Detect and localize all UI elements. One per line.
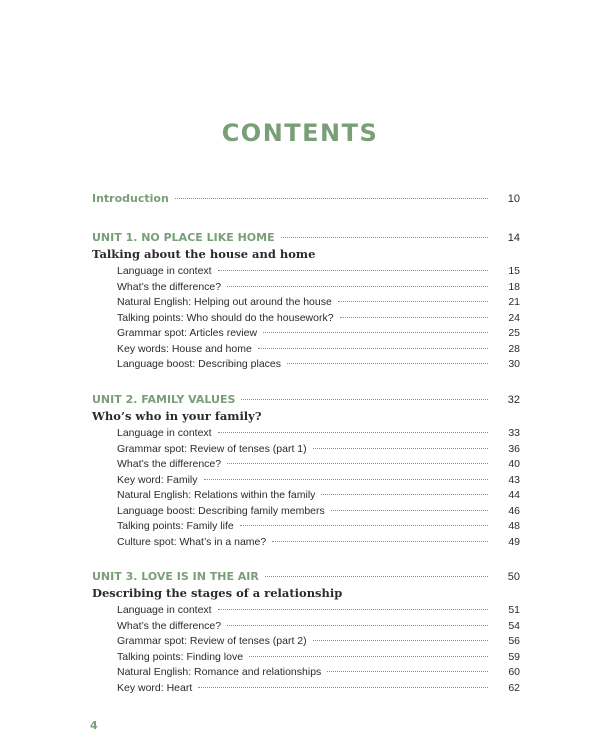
toc-entry[interactable] — [117, 666, 520, 682]
page-number: 4 — [90, 719, 98, 732]
toc-entry[interactable] — [117, 620, 520, 636]
toc-entry[interactable] — [117, 489, 520, 505]
toc-entry-label: UNIT 2. FAMILY VALUES — [92, 393, 236, 406]
toc-entry-label: Key word: Heart — [117, 681, 193, 694]
toc-entry-page: 59 — [508, 650, 520, 663]
toc-entry-label: UNIT 3. LOVE IS IN THE AIR — [92, 570, 259, 583]
dot-leader — [327, 671, 488, 672]
toc-entry-page: 30 — [508, 358, 520, 370]
dot-leader — [241, 399, 488, 400]
toc-entry-page: 28 — [508, 342, 520, 355]
toc-entry[interactable] — [117, 604, 520, 620]
toc-entry[interactable] — [117, 327, 520, 343]
toc-entry-page: 32 — [507, 394, 520, 406]
toc-entry-label: Natural English: Relations within the family — [117, 489, 316, 501]
toc-entry-page: 50 — [507, 571, 520, 583]
unit-2-subtitle: Who’s who in your family? — [92, 409, 262, 423]
toc-entry[interactable] — [117, 265, 520, 281]
contents-title: CONTENTS — [221, 119, 379, 147]
toc-entry[interactable] — [117, 358, 520, 374]
toc-entry-label: Natural English: Romance and relationships — [117, 666, 322, 678]
toc-entry-label: What’s the difference? — [117, 458, 222, 470]
unit-1-subtitle: Talking about the house and home — [92, 247, 316, 261]
toc-entry-introduction[interactable] — [92, 192, 520, 208]
dot-leader — [281, 237, 488, 238]
toc-entry-page: 44 — [508, 489, 520, 501]
toc-entry[interactable] — [117, 427, 520, 443]
dot-leader — [340, 317, 488, 318]
toc-entry-label: Language in context — [117, 604, 212, 616]
toc-entry-label: Grammar spot: Review of tenses (part 2) — [117, 635, 307, 647]
toc-entry-label: Key words: House and home — [117, 342, 252, 355]
dot-leader — [338, 301, 488, 302]
dot-leader — [175, 198, 488, 199]
unit-3-subtitle: Describing the stages of a relationship — [92, 586, 343, 600]
toc-entry[interactable] — [117, 635, 520, 651]
toc-entry-label: Culture spot: What’s in a name? — [117, 535, 267, 548]
dot-leader — [198, 687, 488, 688]
dot-leader — [258, 348, 488, 349]
dot-leader — [218, 270, 488, 271]
dot-leader — [272, 541, 488, 542]
dot-leader — [313, 448, 488, 449]
toc-entry-label: Natural English: Helping out around the house — [117, 296, 332, 308]
dot-leader — [313, 640, 488, 641]
toc-entry[interactable] — [117, 505, 520, 521]
toc-entry-page: 21 — [508, 296, 520, 308]
toc-entry-page: 15 — [508, 265, 520, 277]
toc-entry-page: 46 — [508, 504, 520, 517]
toc-entry-label: Talking points: Finding love — [117, 650, 244, 663]
toc-entry[interactable] — [117, 682, 520, 698]
toc-entry-page: 62 — [508, 681, 520, 694]
dot-leader — [218, 609, 488, 610]
toc-entry-page: 40 — [508, 458, 520, 470]
toc-entry-page: 24 — [508, 311, 520, 324]
toc-entry-label: Language in context — [117, 265, 212, 277]
toc-entry-label: What’s the difference? — [117, 619, 222, 632]
dot-leader — [331, 510, 488, 511]
toc-entry-label: What’s the difference? — [117, 280, 222, 293]
toc-entry-label: Language boost: Describing places — [117, 358, 282, 370]
toc-entry-page: 56 — [508, 635, 520, 647]
toc-entry-page: 54 — [508, 619, 520, 632]
toc-entry-page: 33 — [508, 427, 520, 439]
toc-entry[interactable] — [117, 536, 520, 552]
toc-entry-label: Language boost: Describing family members — [117, 504, 325, 517]
toc-entry-unit-2[interactable] — [92, 393, 520, 409]
dot-leader — [287, 363, 488, 364]
toc-entry[interactable] — [117, 343, 520, 359]
toc-entry-label: UNIT 1. NO PLACE LIKE HOME — [92, 231, 275, 244]
toc-entry-label: Introduction — [92, 192, 169, 205]
dot-leader — [263, 332, 488, 333]
dot-leader — [240, 525, 488, 526]
toc-entry-page: 10 — [507, 193, 520, 205]
toc-entry[interactable] — [117, 312, 520, 328]
toc-entry[interactable] — [117, 520, 520, 536]
toc-entry[interactable] — [117, 443, 520, 459]
toc-entry[interactable] — [117, 296, 520, 312]
toc-entry-label: Language in context — [117, 427, 212, 439]
toc-entry[interactable] — [117, 474, 520, 490]
toc-entry-label: Talking points: Family life — [117, 520, 234, 532]
dot-leader — [227, 286, 488, 287]
dot-leader — [321, 494, 488, 495]
dot-leader — [227, 463, 488, 464]
toc-entry-page: 14 — [507, 232, 520, 244]
toc-entry-page: 18 — [508, 280, 520, 293]
dot-leader — [227, 625, 488, 626]
toc-entry-label: Key word: Family — [117, 473, 198, 486]
toc-entry-unit-1[interactable] — [92, 231, 520, 247]
toc-entry-page: 60 — [508, 666, 520, 678]
toc-entry[interactable] — [117, 651, 520, 667]
toc-entry-page: 36 — [508, 442, 520, 455]
toc-entry-label: Grammar spot: Review of tenses (part 1) — [117, 442, 307, 455]
toc-entry-label: Talking points: Who should do the housework? — [117, 311, 334, 324]
toc-entry[interactable] — [117, 281, 520, 297]
toc-entry-label: Grammar spot: Articles review — [117, 327, 258, 339]
toc-entry-page: 43 — [508, 473, 520, 486]
toc-entry-page: 48 — [508, 520, 520, 532]
dot-leader — [249, 656, 488, 657]
toc-entry-unit-3[interactable] — [92, 570, 520, 586]
dot-leader — [218, 432, 488, 433]
toc-entry-page: 49 — [508, 535, 520, 548]
toc-entry[interactable] — [117, 458, 520, 474]
dot-leader — [204, 479, 488, 480]
toc-entry-page: 25 — [508, 327, 520, 339]
dot-leader — [265, 576, 488, 577]
toc-entry-page: 51 — [508, 604, 520, 616]
